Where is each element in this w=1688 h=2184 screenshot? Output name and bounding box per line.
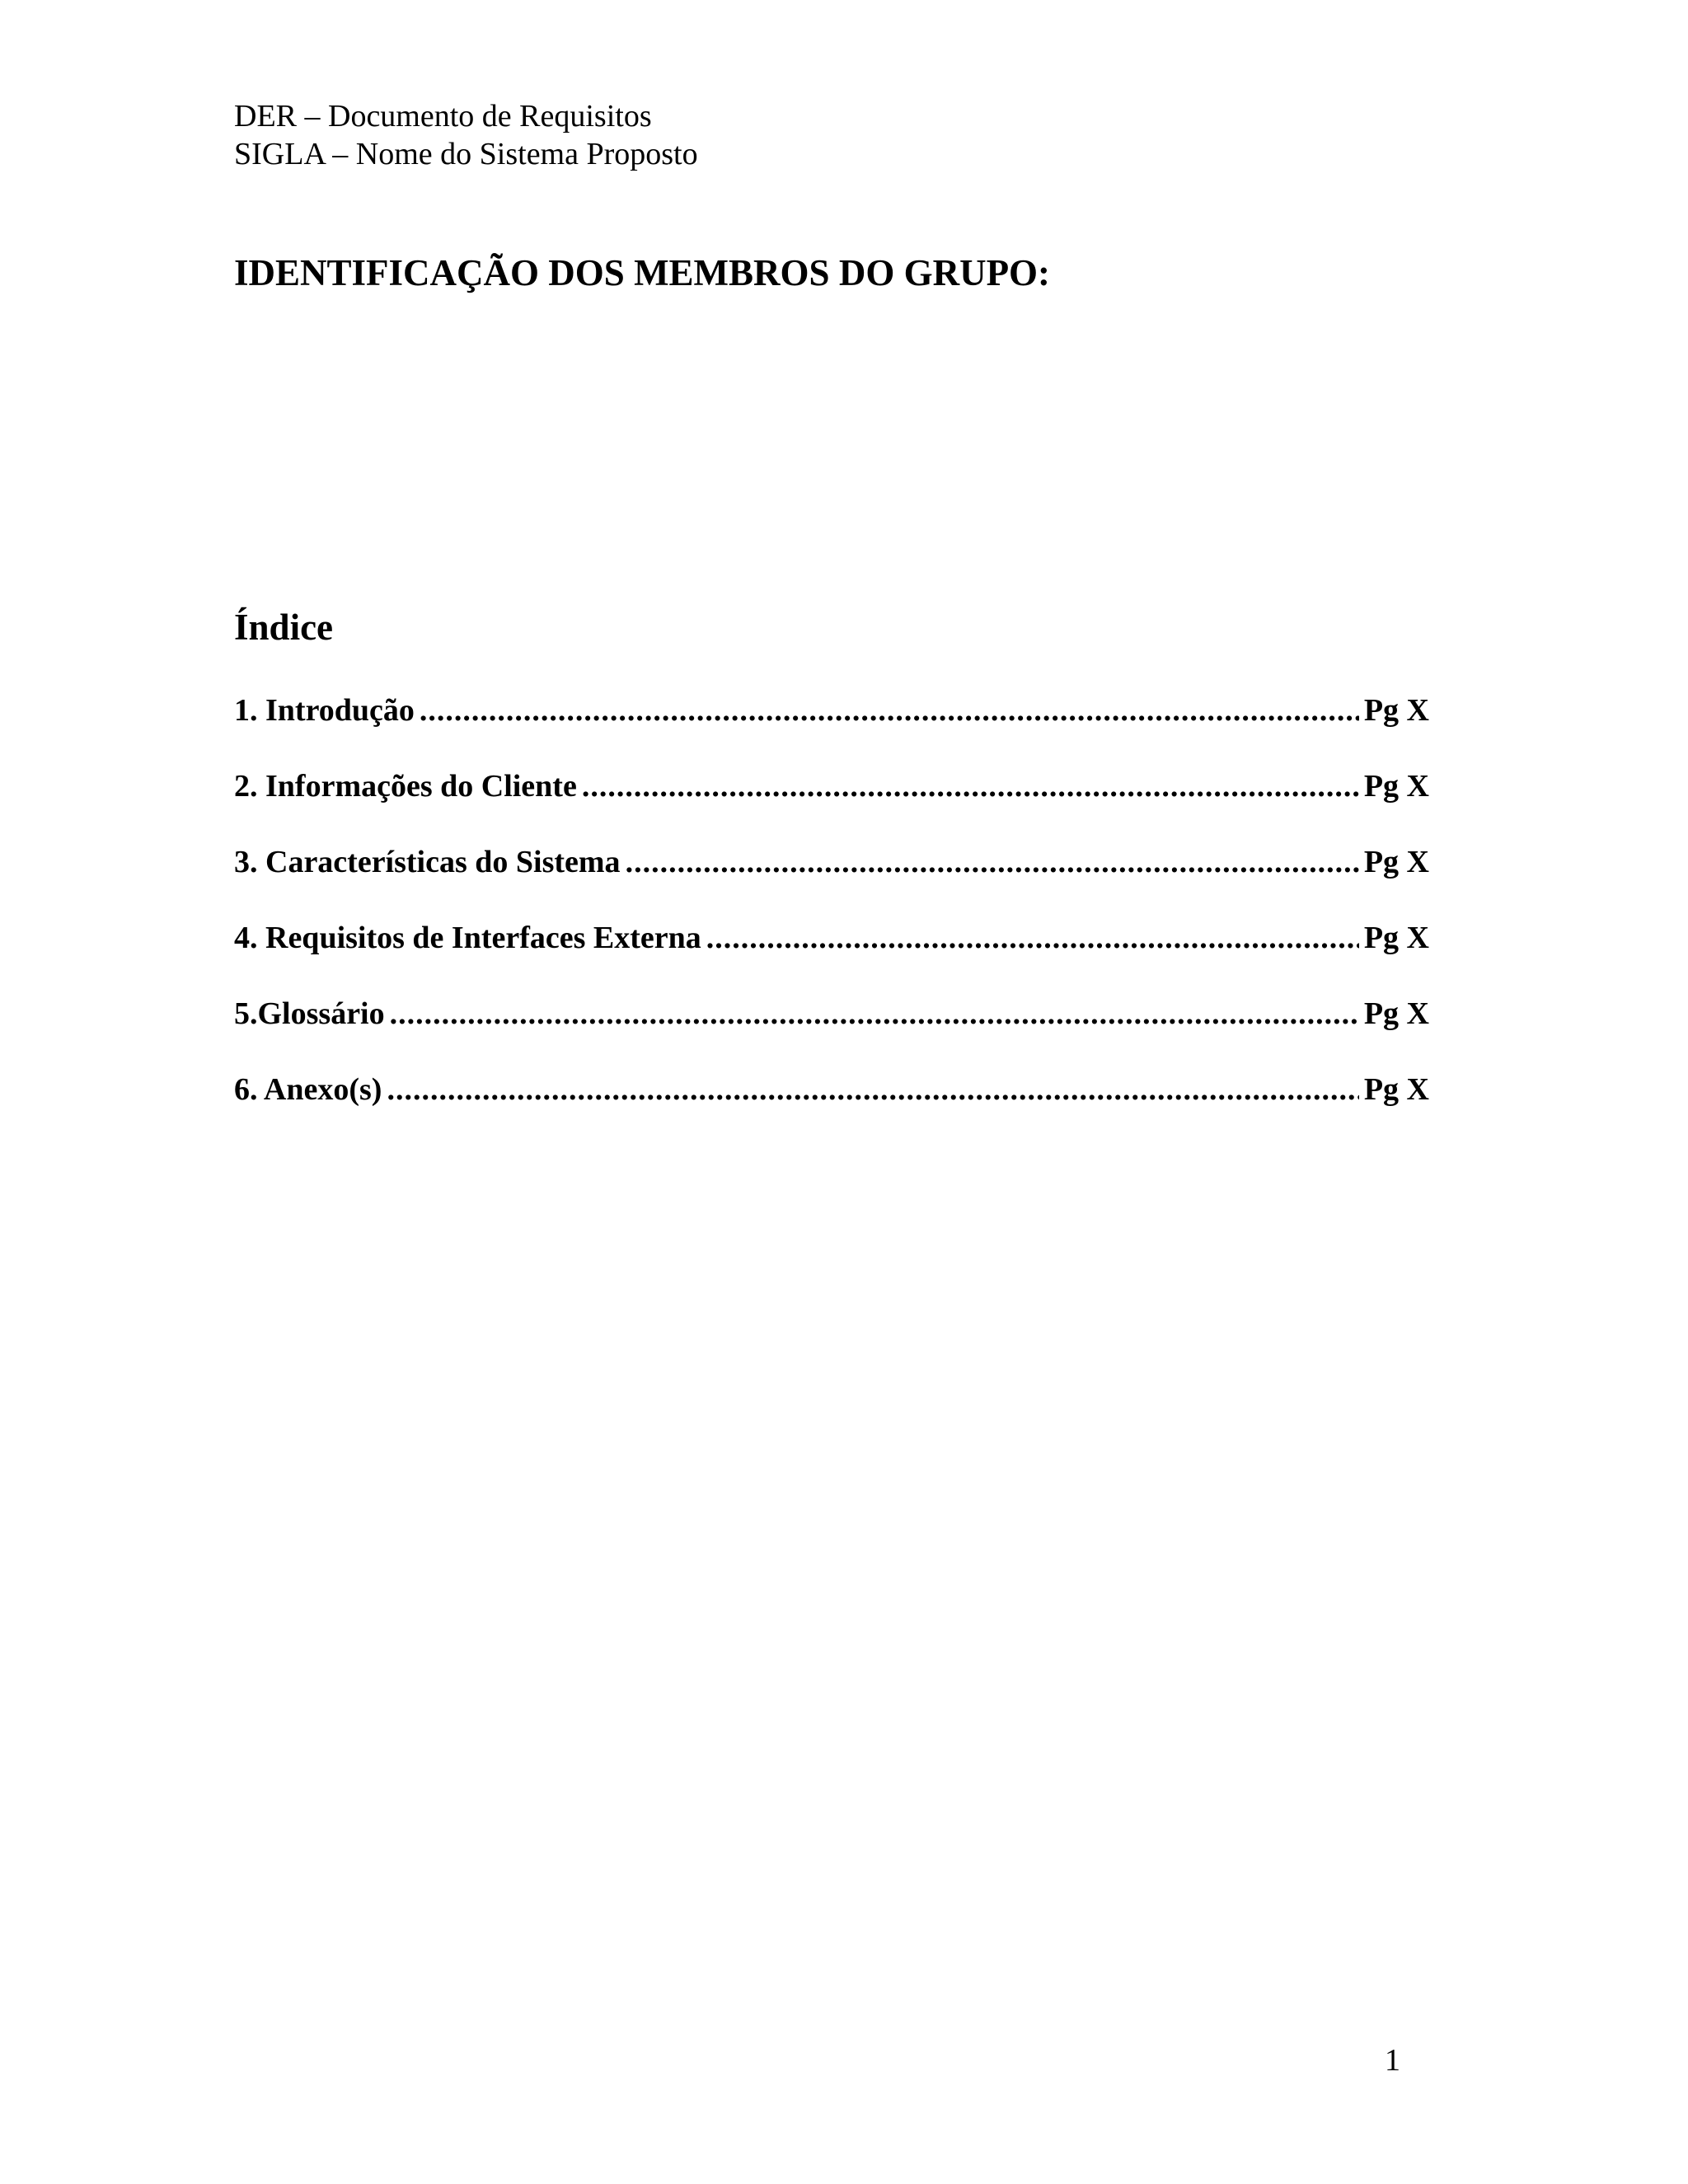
toc-entry-label: 4. Requisitos de Interfaces Externa [234,921,701,955]
header-document-title: DER – Documento de Requisitos [234,99,652,134]
table-of-contents [234,692,1429,1147]
toc-entry-label: 2. Informações do Cliente [234,769,577,804]
toc-dot-leader [582,768,1359,804]
toc-entry-client-info[interactable] [234,768,1429,844]
header-system-name: SIGLA – Nome do Sistema Proposto [234,137,698,171]
toc-entry-page: Pg X [1363,693,1429,728]
page-number: 1 [1385,2043,1400,2078]
toc-entry-page: Pg X [1363,921,1429,955]
toc-entry-introduction[interactable] [234,692,1429,768]
toc-entry-page: Pg X [1363,996,1429,1031]
toc-entry-system-features[interactable] [234,844,1429,920]
toc-entry-page: Pg X [1363,769,1429,804]
toc-entry-glossary[interactable] [234,996,1429,1071]
toc-dot-leader [390,996,1359,1032]
toc-entry-label: 1. Introdução [234,693,415,728]
toc-dot-leader [626,844,1359,880]
index-title: Índice [234,607,334,648]
toc-dot-leader [706,920,1359,956]
toc-dot-leader [420,692,1359,729]
toc-entry-external-interfaces[interactable] [234,920,1429,996]
toc-entry-annexes[interactable] [234,1071,1429,1147]
toc-entry-label: 3. Características do Sistema [234,845,621,879]
members-section-title: IDENTIFICAÇÃO DOS MEMBROS DO GRUPO: [234,252,1051,293]
toc-entry-label: 6. Anexo(s) [234,1072,382,1107]
toc-entry-page: Pg X [1363,845,1429,879]
toc-entry-page: Pg X [1363,1072,1429,1107]
document-header [234,97,698,173]
toc-dot-leader [387,1071,1358,1108]
toc-entry-label: 5.Glossário [234,996,385,1031]
